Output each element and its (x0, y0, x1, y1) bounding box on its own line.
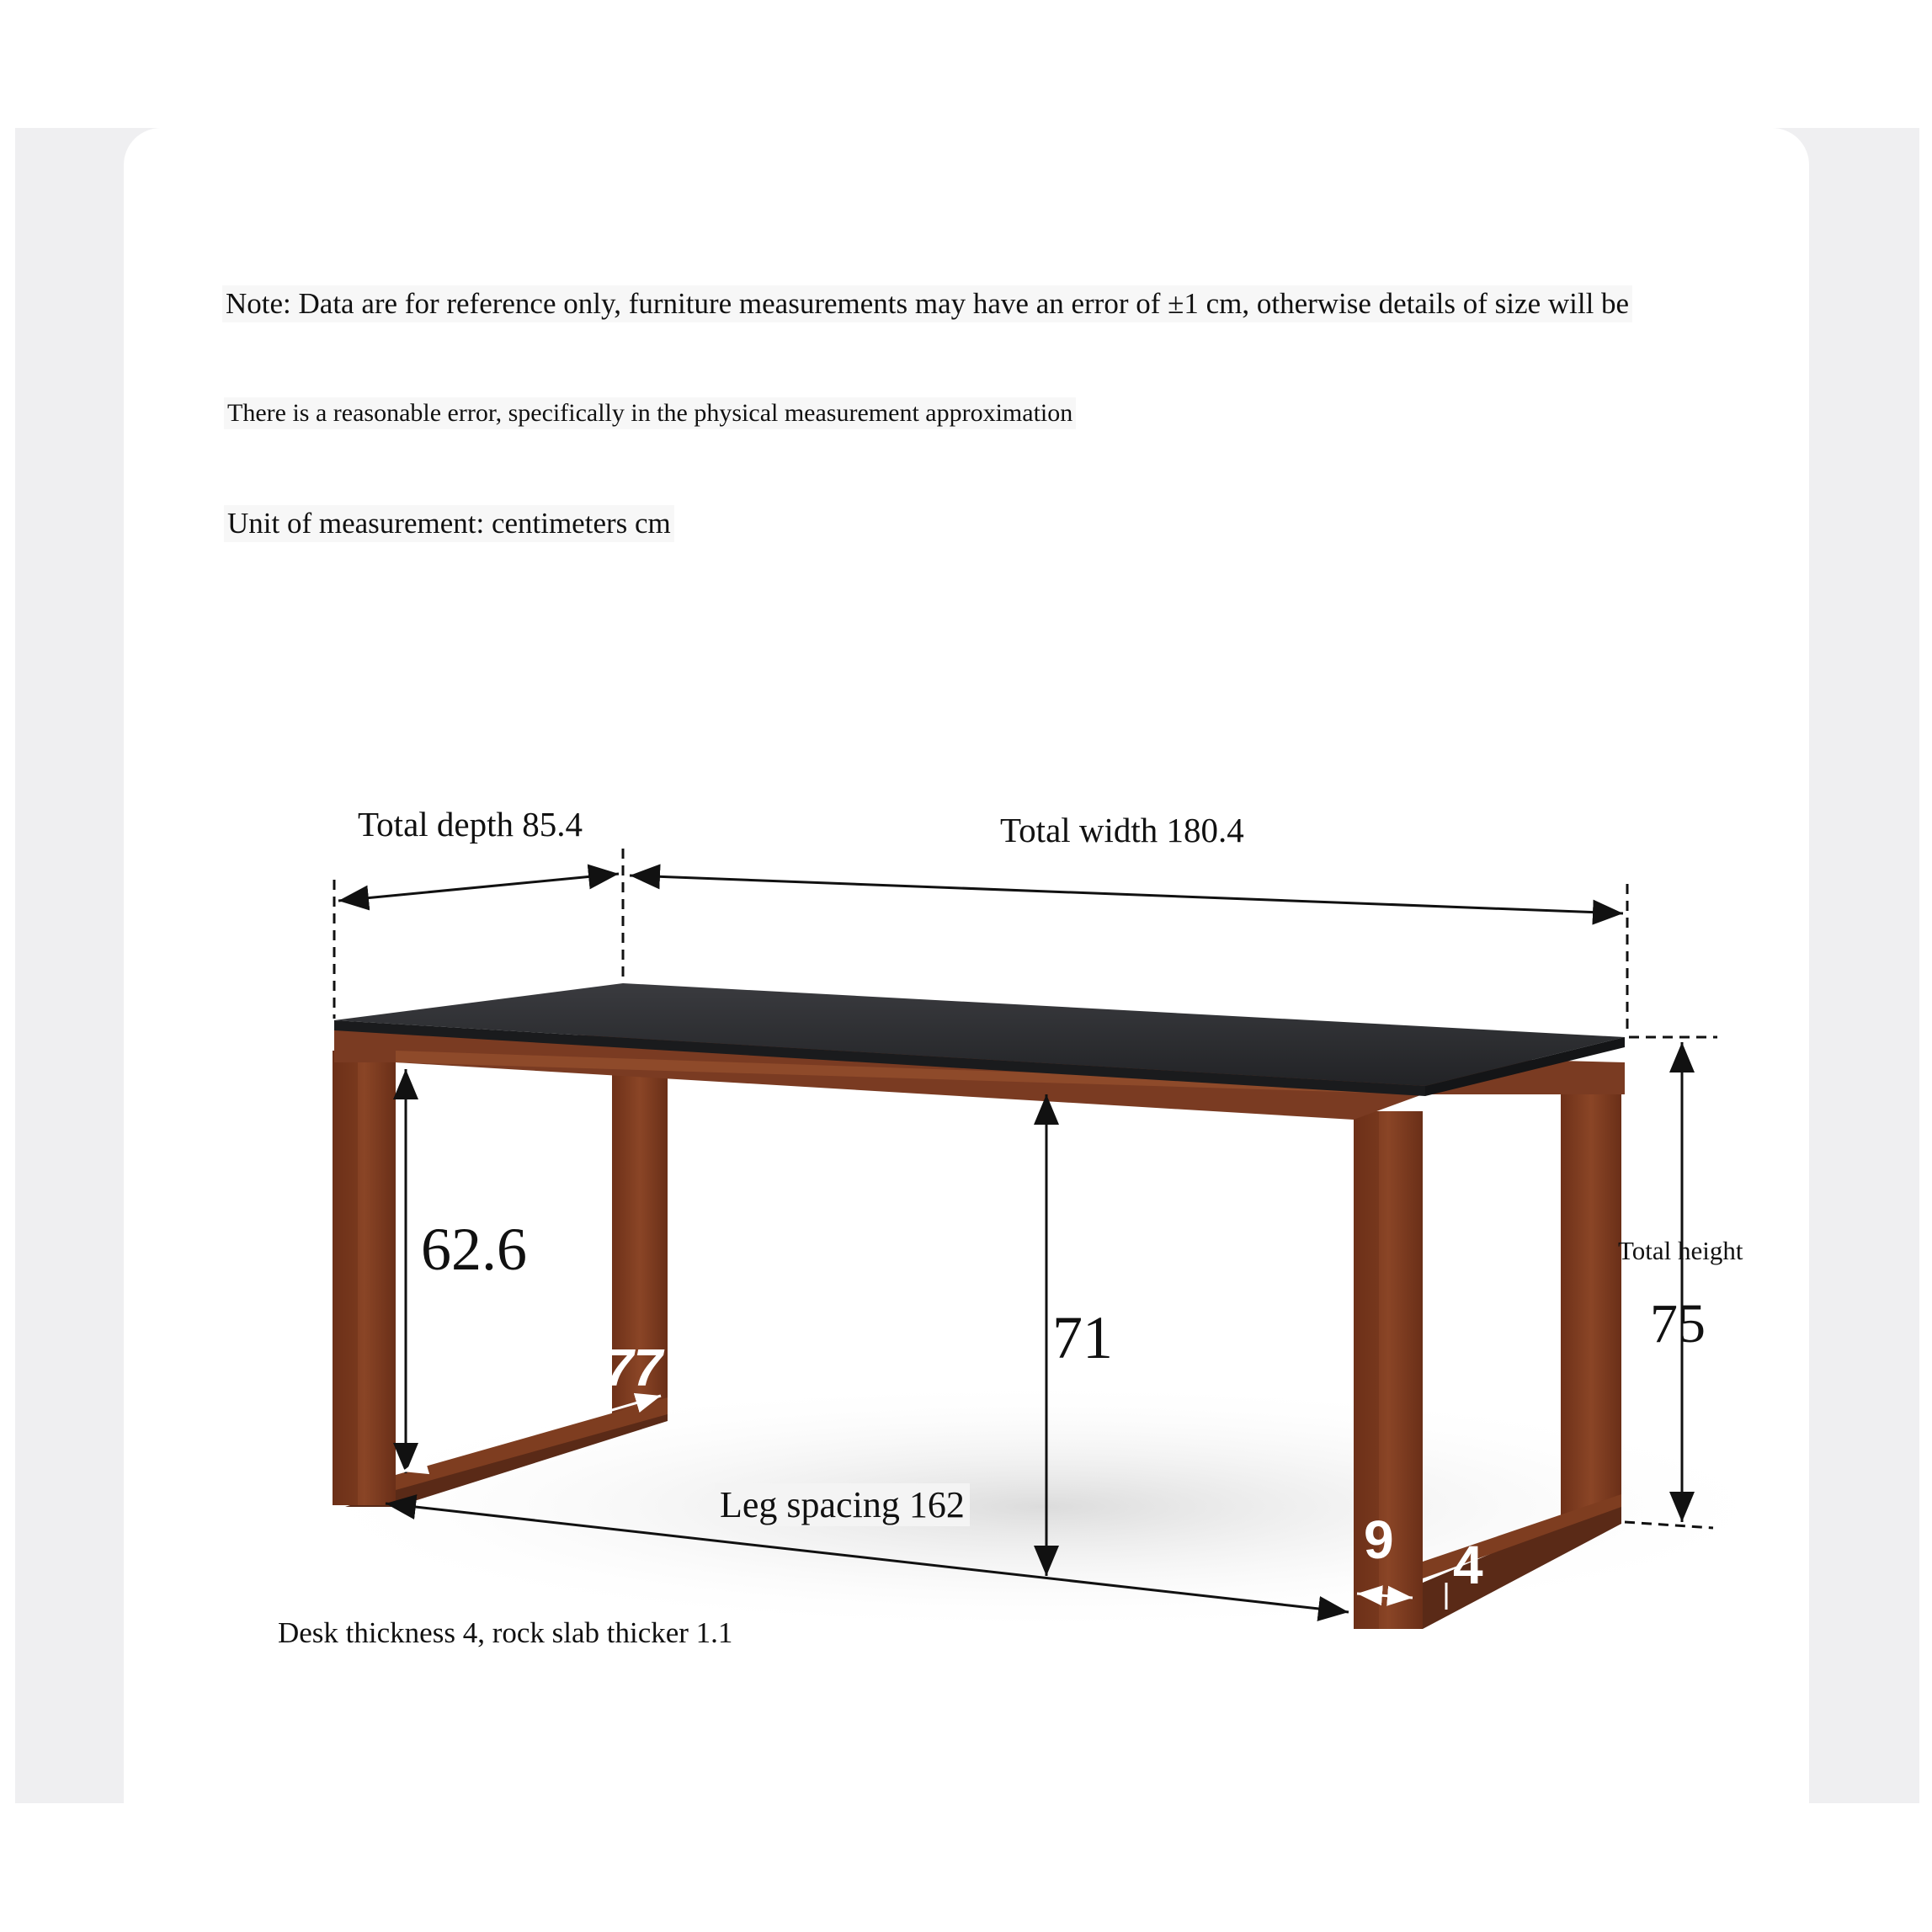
total-height-title: Total height (1618, 1236, 1743, 1265)
desk-thickness-note: Desk thickness 4, rock slab thicker 1.1 (278, 1616, 733, 1649)
back-right-leg (1561, 1086, 1621, 1524)
width-arrow (630, 876, 1623, 913)
foot-depth-label: 77 (604, 1339, 663, 1397)
unit-note: Unit of measurement: centimeters cm (224, 505, 674, 542)
reference-note: Note: Data are for reference only, furniture measurements may have an error of ±1 cm, otherwise details of size will be (222, 285, 1632, 322)
error-note: There is a reasonable error, specifically in the physical measurement approximation (224, 397, 1076, 429)
total-depth-label: Total depth 85.4 (358, 805, 583, 844)
leg-spacing-label: Leg spacing 162 (715, 1483, 970, 1526)
under-top-height-label: 71 (1052, 1304, 1113, 1371)
inner-height-label: 62.6 (421, 1216, 527, 1283)
front-left-leg-face (333, 1051, 358, 1505)
leg-thickness-label: 4 (1453, 1535, 1483, 1595)
total-height-value: 75 (1650, 1293, 1706, 1355)
total-width-label: Total width 180.4 (1000, 811, 1244, 849)
depth-arrow (338, 874, 619, 901)
leg-width-label: 9 (1364, 1509, 1394, 1570)
